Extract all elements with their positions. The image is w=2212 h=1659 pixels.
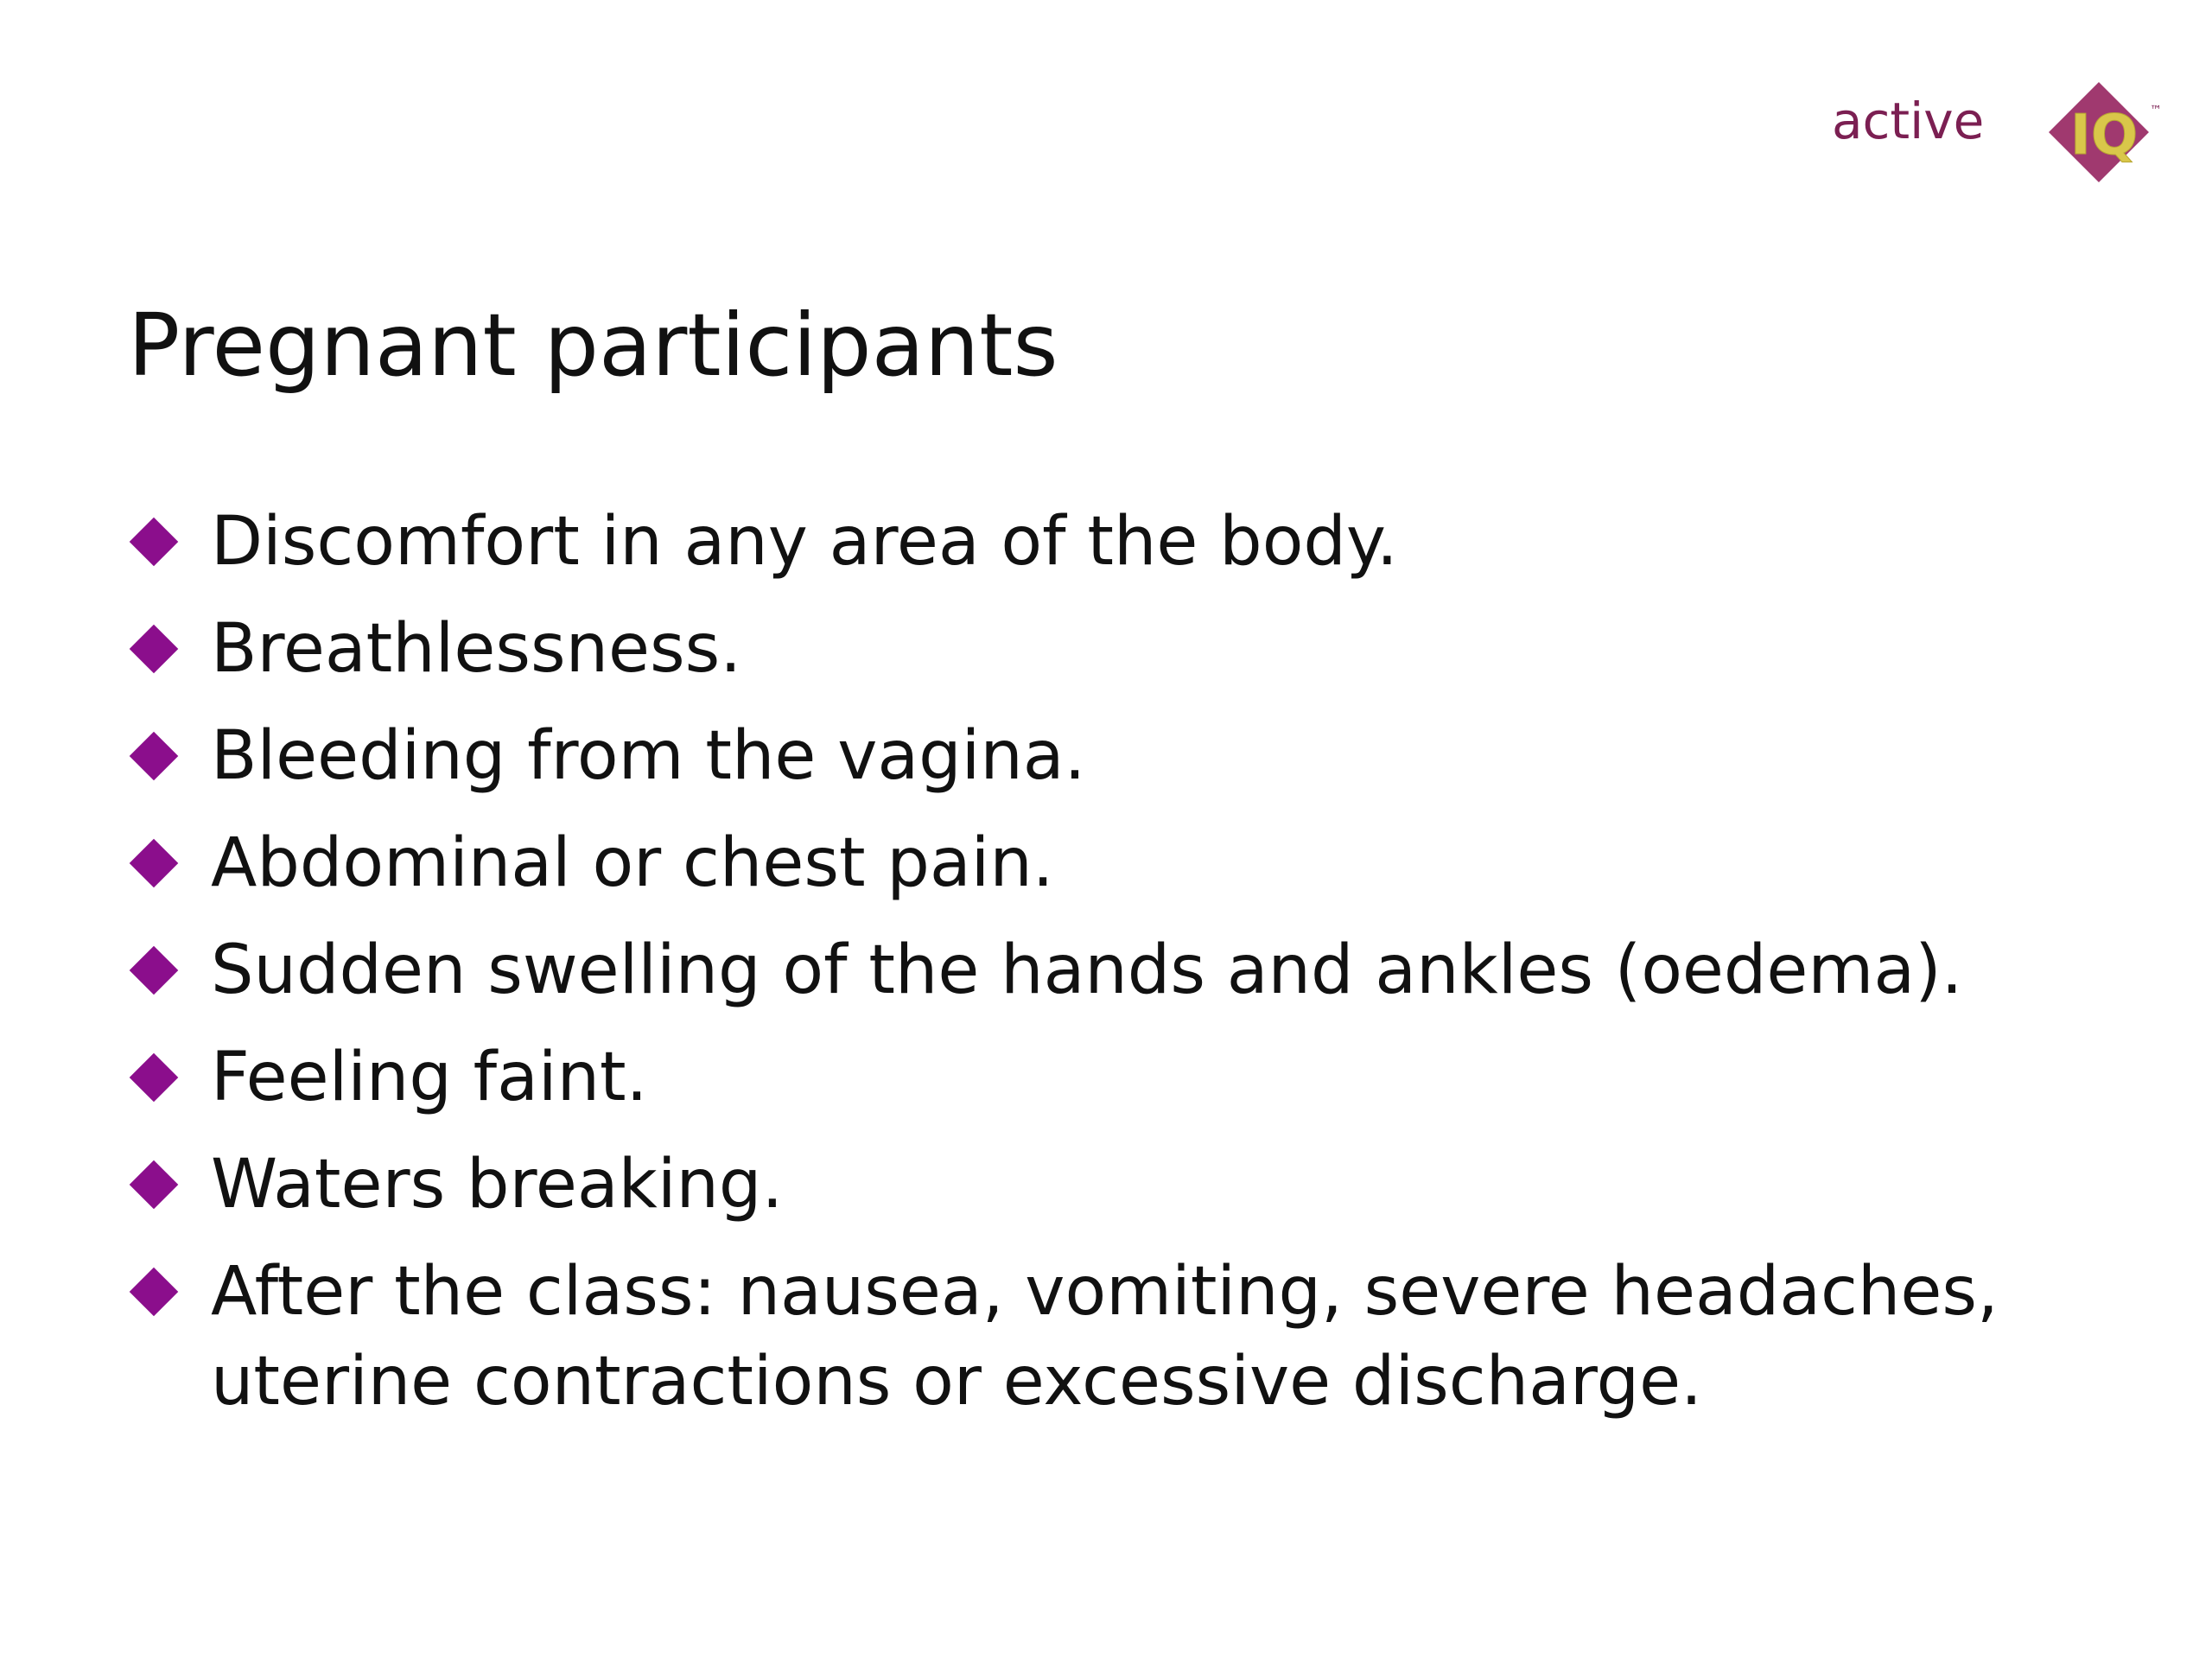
bullet-text: Discomfort in any area of the body. (211, 503, 1398, 581)
bullet-item (128, 925, 2141, 1015)
activeiq-logo (1832, 78, 2177, 207)
diamond-bullet-icon (130, 946, 179, 995)
bullet-text: After the class: nausea, vomiting, severe headaches, uterine contractions or excessive discharge. (211, 1253, 1999, 1421)
bullet-item (128, 604, 2141, 694)
diamond-bullet-icon (130, 732, 179, 781)
bullet-item (128, 1033, 2141, 1122)
bullet-list (128, 497, 2141, 1444)
diamond-bullet-icon (130, 839, 179, 888)
bullet-item (128, 711, 2141, 801)
diamond-bullet-icon (130, 1160, 179, 1210)
bullet-text: Bleeding from the vagina. (211, 717, 1086, 795)
bullet-text: Feeling faint. (211, 1039, 648, 1116)
activeiq-logo-graphic (1832, 78, 2177, 207)
bullet-item (128, 1140, 2141, 1230)
logo-iq-mark: IQ (2070, 104, 2139, 168)
logo-wordmark: active (1832, 92, 1985, 150)
diamond-bullet-icon (130, 1268, 179, 1317)
bullet-text: Breathlessness. (211, 610, 742, 688)
bullet-item (128, 1247, 2141, 1427)
slide-title: Pregnant participants (128, 295, 1058, 396)
bullet-text: Abdominal or chest pain. (211, 824, 1054, 902)
diamond-bullet-icon (130, 518, 179, 567)
diamond-bullet-icon (130, 625, 179, 674)
bullet-text: Sudden swelling of the hands and ankles (oedema). (211, 931, 1963, 1009)
bullet-text: Waters breaking. (211, 1146, 784, 1224)
bullet-item (128, 818, 2141, 908)
diamond-bullet-icon (130, 1053, 179, 1103)
logo-trademark: ™ (2150, 104, 2162, 118)
bullet-item (128, 497, 2141, 587)
